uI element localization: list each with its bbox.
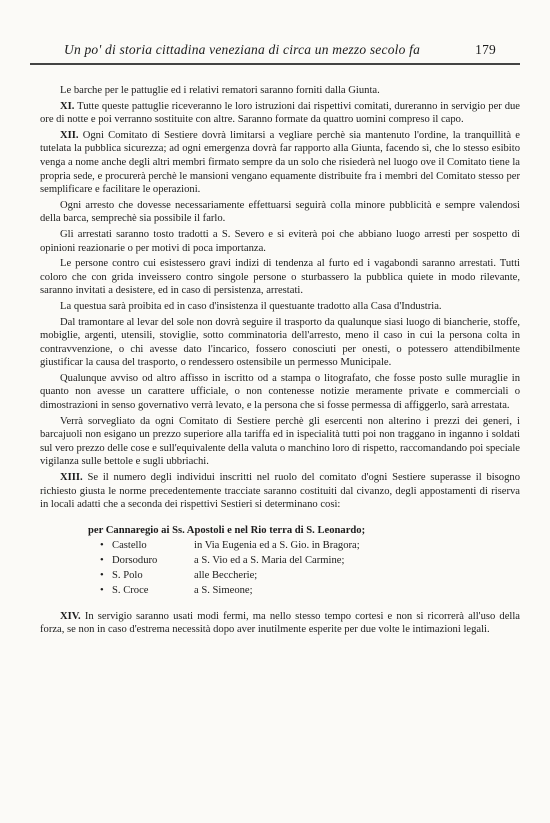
paragraph: La questua sarà proibita ed in caso d'insistenza il questuante tradotto alla Casa d'Industria.	[60, 300, 442, 312]
body-text	[40, 84, 520, 639]
section-number: XI.	[60, 100, 75, 112]
paragraph: XII. Ogni Comitato di Sestiere dovrà limitarsi a vegliare perchè sia mantenuto l'ordine, la tranquillità e tutelata la pubblica sicurezza; ad ogni emergenza dovrà far rapporto alla Giunta, facendo sì, che lo stesso esibito venga a nome anche degli altri membri firmato sempre da un solo che risiederà nel luogo ove il Comitato tiene la propria sede, e procurerà perchè le mansioni vengano equamente distribuite fra i membri del Comitato stesso per semplificare e facilitare le operazioni.	[40, 129, 520, 196]
paragraph: Le barche per le pattuglie ed i relativi rematori saranno forniti dalla Giunta.	[60, 85, 380, 96]
paragraph: Qualunque avviso od altro affisso in iscritto od a stampa o litografato, che fosse posto sulle muraglie in quanto non avesse un carattere ufficiale, o non contenesse notizie meramente private e commerciali o dimostrazioni in senso governativo verrà levato, e la persona che si fosse permessa di affiggerlo, sarà arrestata.	[40, 372, 520, 412]
header-rule	[30, 63, 520, 65]
section-number: XIV.	[60, 610, 81, 622]
running-title: Un po' di storia cittadina veneziana di circa un mezzo secolo fa	[64, 42, 421, 57]
section-number: XII.	[60, 129, 79, 141]
running-header	[64, 42, 496, 58]
list-item: • S. Polo alle Beccherie;	[100, 569, 258, 581]
list-item: • Castello in Via Eugenia ed a S. Gio. in Bragora;	[100, 539, 360, 551]
list-item: • S. Croce a S. Simeone;	[100, 584, 253, 596]
paragraph: Dal tramontare al levar del sole non dovrà seguire il trasporto da qualunque siasi luogo di biancherie, stoffe, mobiglie, argenti, utensili, stoviglie, sotto comminatoria dell'arresto, meno il caso in cui la persona colta in contravvenzione, o chi avesse dato l'incarico, fossero conosciuti per onesti, o potessero attendibilmente giustificar la causa del trasporto, o rendessero ostensibile un permesso Municipale.	[40, 316, 520, 369]
paragraph: Le persone contro cui esistessero gravi indizi di tendenza al furto ed i vagabondi saranno arrestati. Tutti coloro che con grida inveissero contro singole persone o sturbassero la pubblica quiete in modo rilevante, saranno invitati a desistere, ed in caso di persistenza, arrestati.	[40, 258, 520, 297]
list-item: • Dorsoduro a S. Vio ed a S. Maria del Carmine;	[100, 554, 345, 566]
paragraph: XIII. Se il numero degli individui inscritti nel ruolo del comitato d'ogni Sestiere superasse il bisogno richiesto giusta le norme precedentemente tracciate saranno costituiti dal civanzo, degli appostamenti di riserva in locali adatti che a seconda dei rispettivi Sestieri si determinano così:	[40, 472, 520, 511]
list-item: per Cannaregio ai Ss. Apostoli e nel Rio terra di S. Leonardo;	[88, 524, 366, 536]
sestieri-list	[88, 523, 520, 598]
paragraph: XI. Tutte queste pattuglie riceveranno le loro istruzioni dai rispettivi comitati, dureranno in servigio per due ore di notte e poi verranno sostituite con altre. Saranno formate da quattro uomini compreso il capo.	[40, 100, 520, 126]
paragraph: Gli arrestati saranno tosto tradotti a S. Severo e si eviterà poi che abbiano luogo arresti per sospetto di opinioni reazionarie o per motivi di poca importanza.	[40, 228, 520, 254]
paragraph: XIV. In servigio saranno usati modi fermi, ma nello stesso tempo cortesi e non si ricorrerà all'uso della forza, se non in caso d'estrema necessità dopo aver inutilmente esperite per due volte le intimazioni legali.	[40, 610, 521, 636]
section-number: XIII.	[60, 472, 83, 484]
paragraph: Verrà sorvegliato da ogni Comitato di Sestiere perchè gli esercenti non alterino i prezzi dei generi, i barcajuoli non esigano un prezzo superiore alla tariffa ed in ispecialità tutti poi non traggano in inganno i soldati sul vero prezzo delle cose e sull'equivalente della valuta o manchino loro di rispetto, raccomandando poi speciale vigilanza sulle bettole e sugli ubbriachi.	[40, 415, 520, 468]
page-number: 179	[475, 42, 496, 57]
paragraph: Ogni arresto che dovesse necessariamente effettuarsi seguirà colla minore pubblicità e sempre valendosi della barca, semprechè sia possibile il farlo.	[40, 199, 520, 225]
